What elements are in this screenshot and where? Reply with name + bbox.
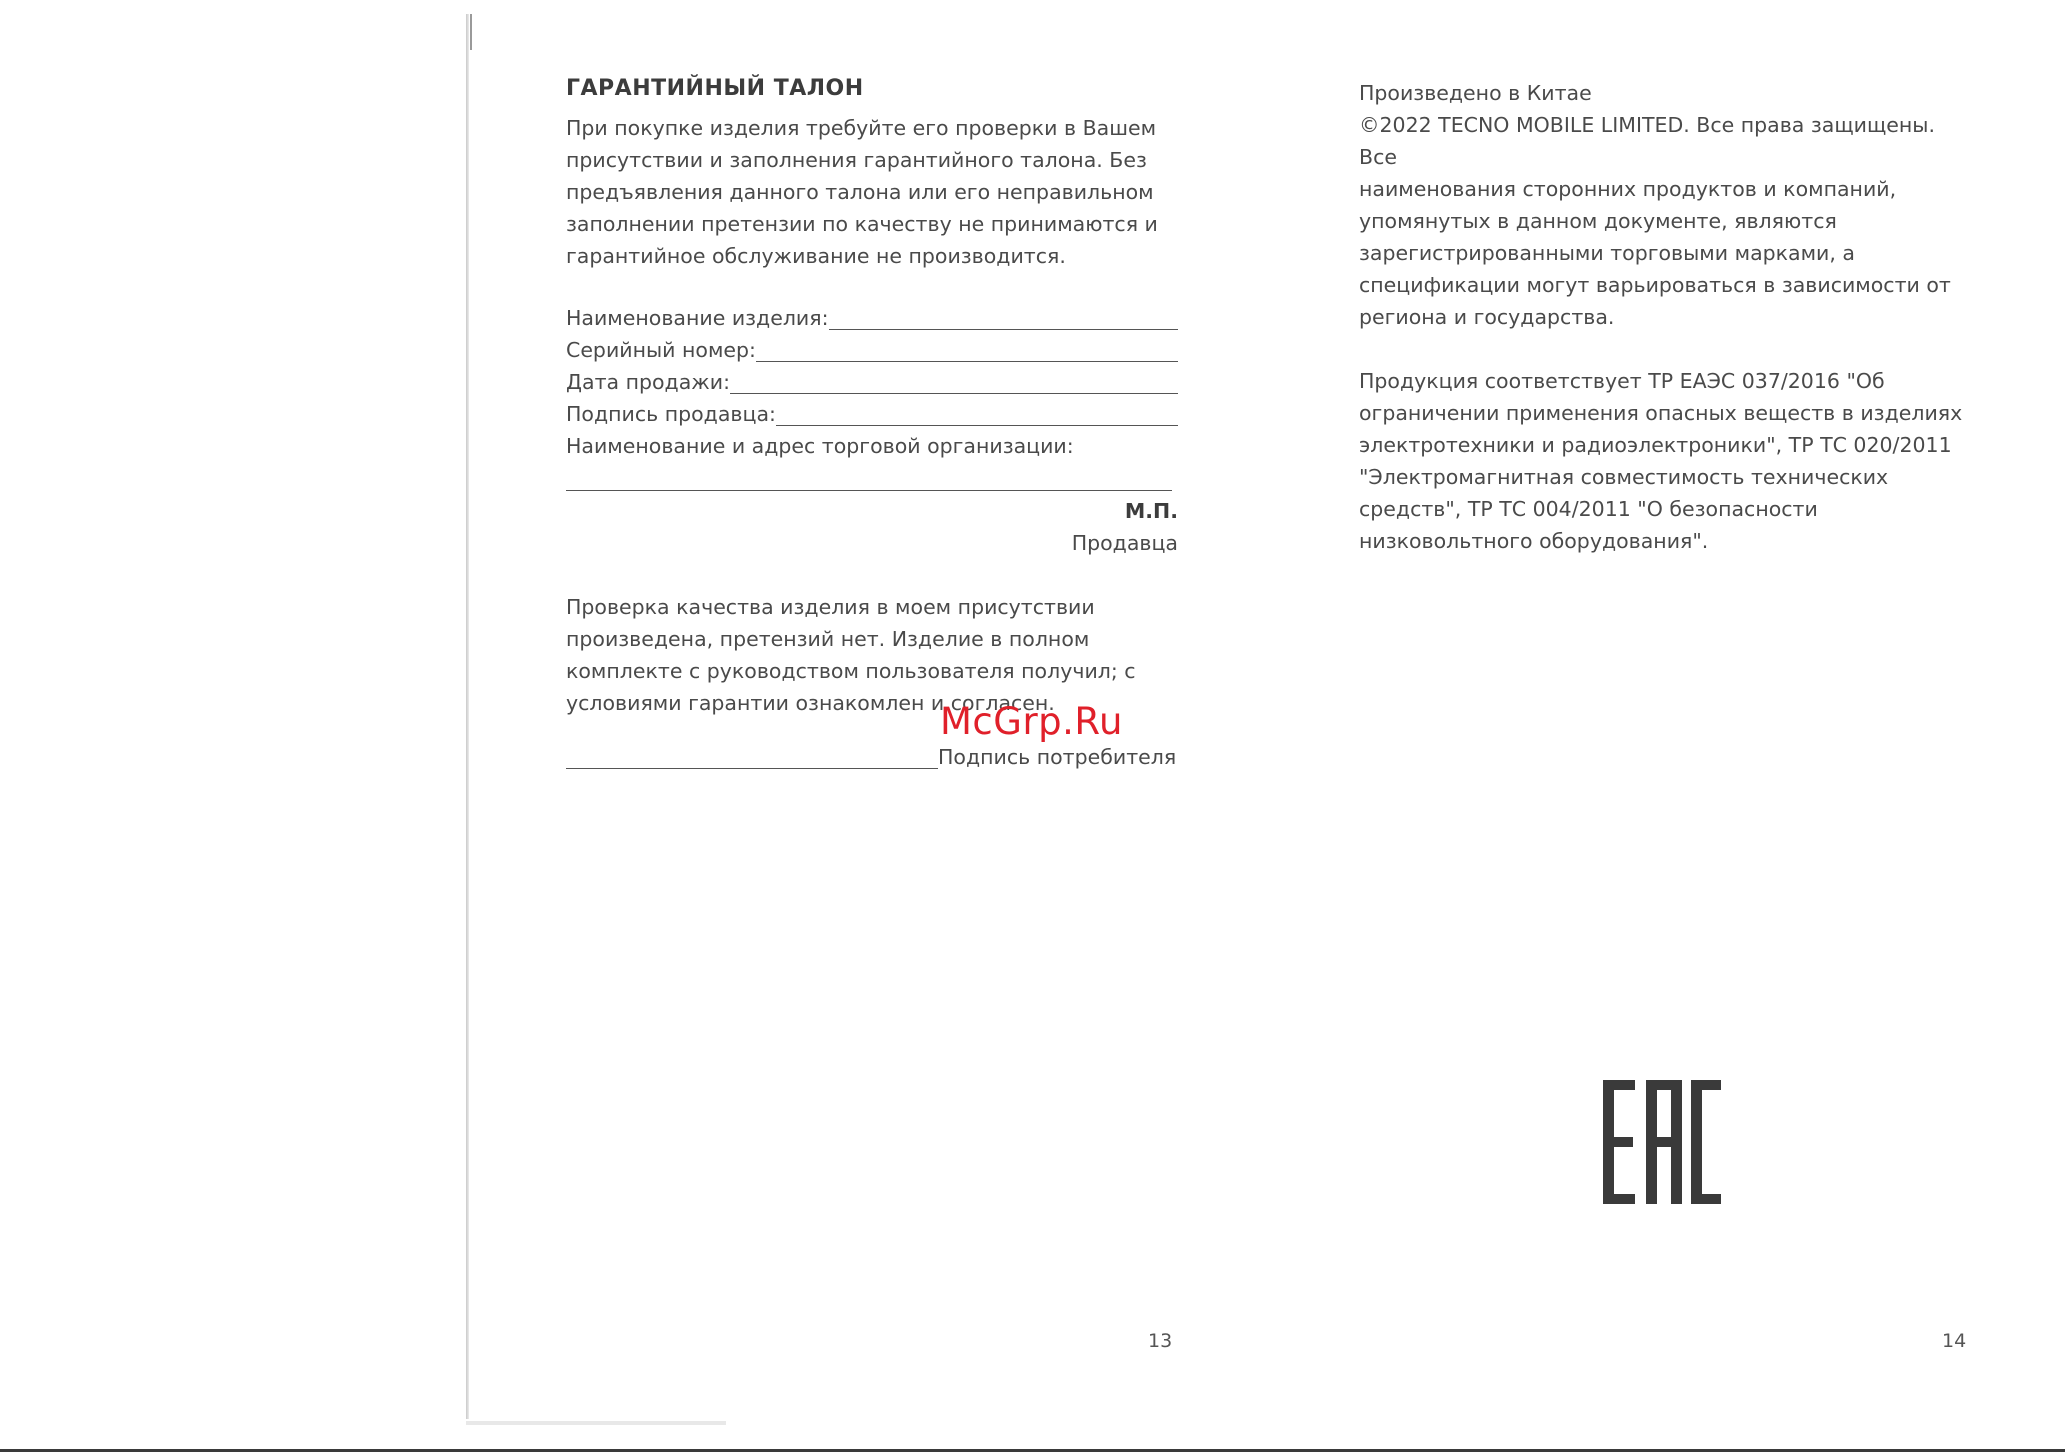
bottom-shade (466, 1421, 726, 1425)
store-name-address-label: Наименование и адрес торговой организации: (566, 434, 1074, 458)
compliance-line: "Электромагнитная совместимость технических (1359, 465, 1889, 489)
intro-line: присутствии и заполнения гарантийного талона. Без (566, 148, 1147, 172)
intro-line: предъявления данного талона или его неправильном (566, 180, 1154, 204)
consent-line: Проверка качества изделия в моем присутствии (566, 595, 1095, 619)
eac-conformity-mark (1603, 1080, 1721, 1204)
compliance-line: Продукция соответствует ТР ЕАЭС 037/2016 "Об (1359, 369, 1885, 393)
stamp-mp-label: М.П. (1124, 499, 1178, 523)
seller-signature-blank (776, 401, 1178, 426)
consumer-signature-blank (566, 744, 938, 769)
compliance-line: средств", ТР ТС 004/2011 "О безопасности (1359, 497, 1818, 521)
serial-number-blank (756, 337, 1178, 362)
product-name-blank (829, 305, 1179, 330)
warranty-heading: ГАРАНТИЙНЫЙ ТАЛОН (566, 76, 864, 101)
compliance-line: ограничении применения опасных веществ в изделиях (1359, 401, 1963, 425)
copyright-line: зарегистрированными торговыми марками, а (1359, 241, 1855, 265)
legal-page (1359, 77, 1979, 557)
sale-date-label: Дата продажи: (566, 370, 730, 394)
consent-line: условиями гарантии ознакомлен и согласен. (566, 691, 1055, 715)
warranty-page (566, 74, 1178, 773)
warranty-intro (566, 112, 1178, 272)
seller-signature-field (566, 398, 1178, 430)
sale-date-field (566, 366, 1178, 398)
consent-line: произведена, претензий нет. Изделие в полном (566, 627, 1090, 651)
binding-tick (470, 14, 472, 50)
consumer-signature-label: Подпись потребителя (938, 745, 1177, 769)
copyright-line: спецификации могут варьироваться в зависимости от (1359, 273, 1951, 297)
warranty-fields (566, 302, 1178, 491)
sale-date-blank (730, 369, 1178, 394)
copyright-block (1359, 109, 1979, 333)
page-number-right: 14 (1942, 1330, 1967, 1352)
made-in-line: Произведено в Китае (1359, 81, 1592, 105)
copyright-line: наименования сторонних продуктов и компаний, (1359, 177, 1897, 201)
store-name-address-blank (566, 462, 1172, 491)
compliance-block (1359, 365, 1979, 557)
seller-stamp-area (566, 495, 1178, 559)
serial-number-field (566, 334, 1178, 366)
product-name-label: Наименование изделия: (566, 306, 829, 330)
product-name-field (566, 302, 1178, 334)
serial-number-label: Серийный номер: (566, 338, 756, 362)
copyright-line: упомянутых в данном документе, являются (1359, 209, 1837, 233)
site-watermark: McGrp.Ru (940, 700, 1123, 743)
intro-line: При покупке изделия требуйте его проверки в Вашем (566, 116, 1157, 140)
consumer-signature-field (566, 741, 1178, 773)
copyright-line: региона и государства. (1359, 305, 1615, 329)
consent-line: комплекте с руководством пользователя получил; с (566, 659, 1136, 683)
compliance-line: низковольтного оборудования". (1359, 529, 1709, 553)
page-number-left: 13 (1148, 1330, 1173, 1352)
binding-edge (466, 14, 469, 1419)
copyright-line: ©2022 TECNO MOBILE LIMITED. Все права защищены. Все (1359, 113, 1936, 169)
compliance-line: электротехники и радиоэлектроники", ТР ТС 020/2011 (1359, 433, 1952, 457)
seller-signature-label: Подпись продавца: (566, 402, 776, 426)
stamp-seller-label: Продавца (1071, 531, 1178, 555)
intro-line: гарантийное обслуживание не производится. (566, 244, 1066, 268)
intro-line: заполнении претензии по качеству не принимаются и (566, 212, 1158, 236)
